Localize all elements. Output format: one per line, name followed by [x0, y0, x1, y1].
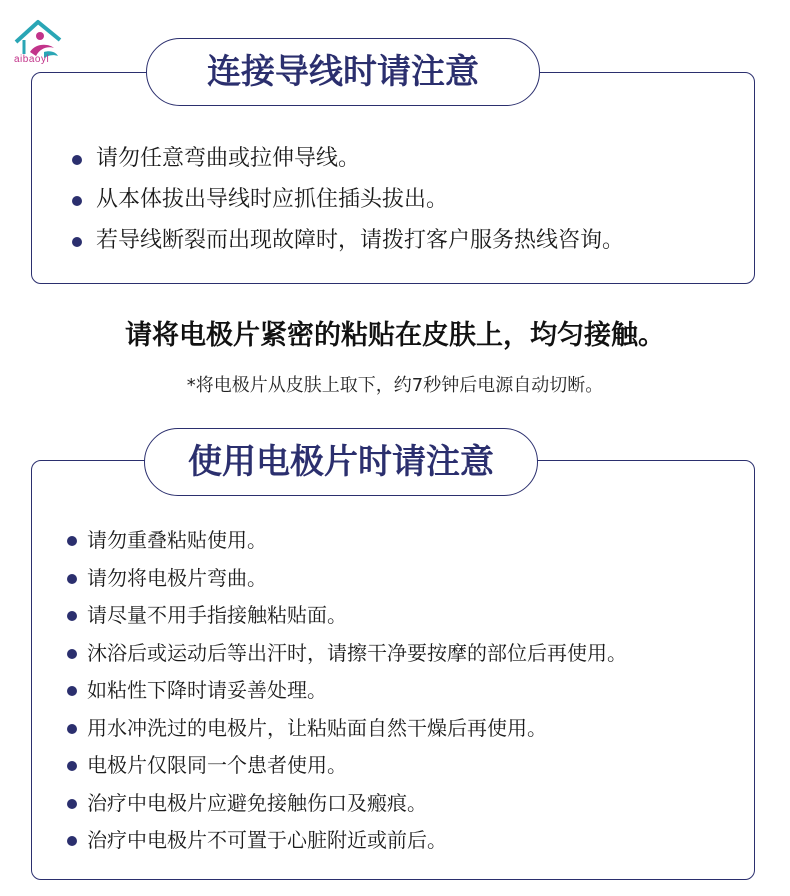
list-item: 请尽量不用手指接触粘贴面。	[67, 602, 627, 640]
electrode-notice-list	[67, 527, 627, 865]
electrode-headline: 请将电极片紧密的粘贴在皮肤上，均匀接触。	[125, 320, 665, 351]
bullet-dot-icon	[67, 836, 77, 846]
list-item: 电极片仅限同一个患者使用。	[67, 752, 627, 790]
bullet-dot-icon	[72, 155, 82, 165]
list-item: 请勿将电极片弯曲。	[67, 565, 627, 603]
list-item: 用水冲洗过的电极片，让粘贴面自然干燥后再使用。	[67, 715, 627, 753]
list-item: 若导线断裂而出现故障时，请拨打客户服务热线咨询。	[72, 227, 624, 268]
electrode-notice-title: 使用电极片时请注意	[144, 428, 538, 496]
list-item: 沐浴后或运动后等出汗时，请擦干净要按摩的部位后再使用。	[67, 640, 627, 678]
list-item: 治疗中电极片应避免接触伤口及瘢痕。	[67, 790, 627, 828]
bullet-dot-icon	[67, 574, 77, 584]
bullet-dot-icon	[67, 649, 77, 659]
bullet-dot-icon	[72, 196, 82, 206]
list-item: 如粘性下降时请妥善处理。	[67, 677, 627, 715]
wire-notice-list	[72, 145, 624, 268]
wire-notice-title: 连接导线时请注意	[146, 38, 540, 106]
bullet-dot-icon	[67, 724, 77, 734]
bullet-dot-icon	[72, 237, 82, 247]
brand-logo-text: aibaoyl	[14, 54, 50, 65]
bullet-dot-icon	[67, 536, 77, 546]
list-item: 从本体拔出导线时应抓住插头拔出。	[72, 186, 624, 227]
electrode-subline: *将电极片从皮肤上取下，约7秒钟后电源自动切断。	[186, 375, 604, 396]
list-item: 请勿重叠粘贴使用。	[67, 527, 627, 565]
bullet-dot-icon	[67, 611, 77, 621]
bullet-dot-icon	[67, 761, 77, 771]
list-item: 请勿任意弯曲或拉伸导线。	[72, 145, 624, 186]
bullet-dot-icon	[67, 799, 77, 809]
bullet-dot-icon	[67, 686, 77, 696]
list-item: 治疗中电极片不可置于心脏附近或前后。	[67, 827, 627, 865]
